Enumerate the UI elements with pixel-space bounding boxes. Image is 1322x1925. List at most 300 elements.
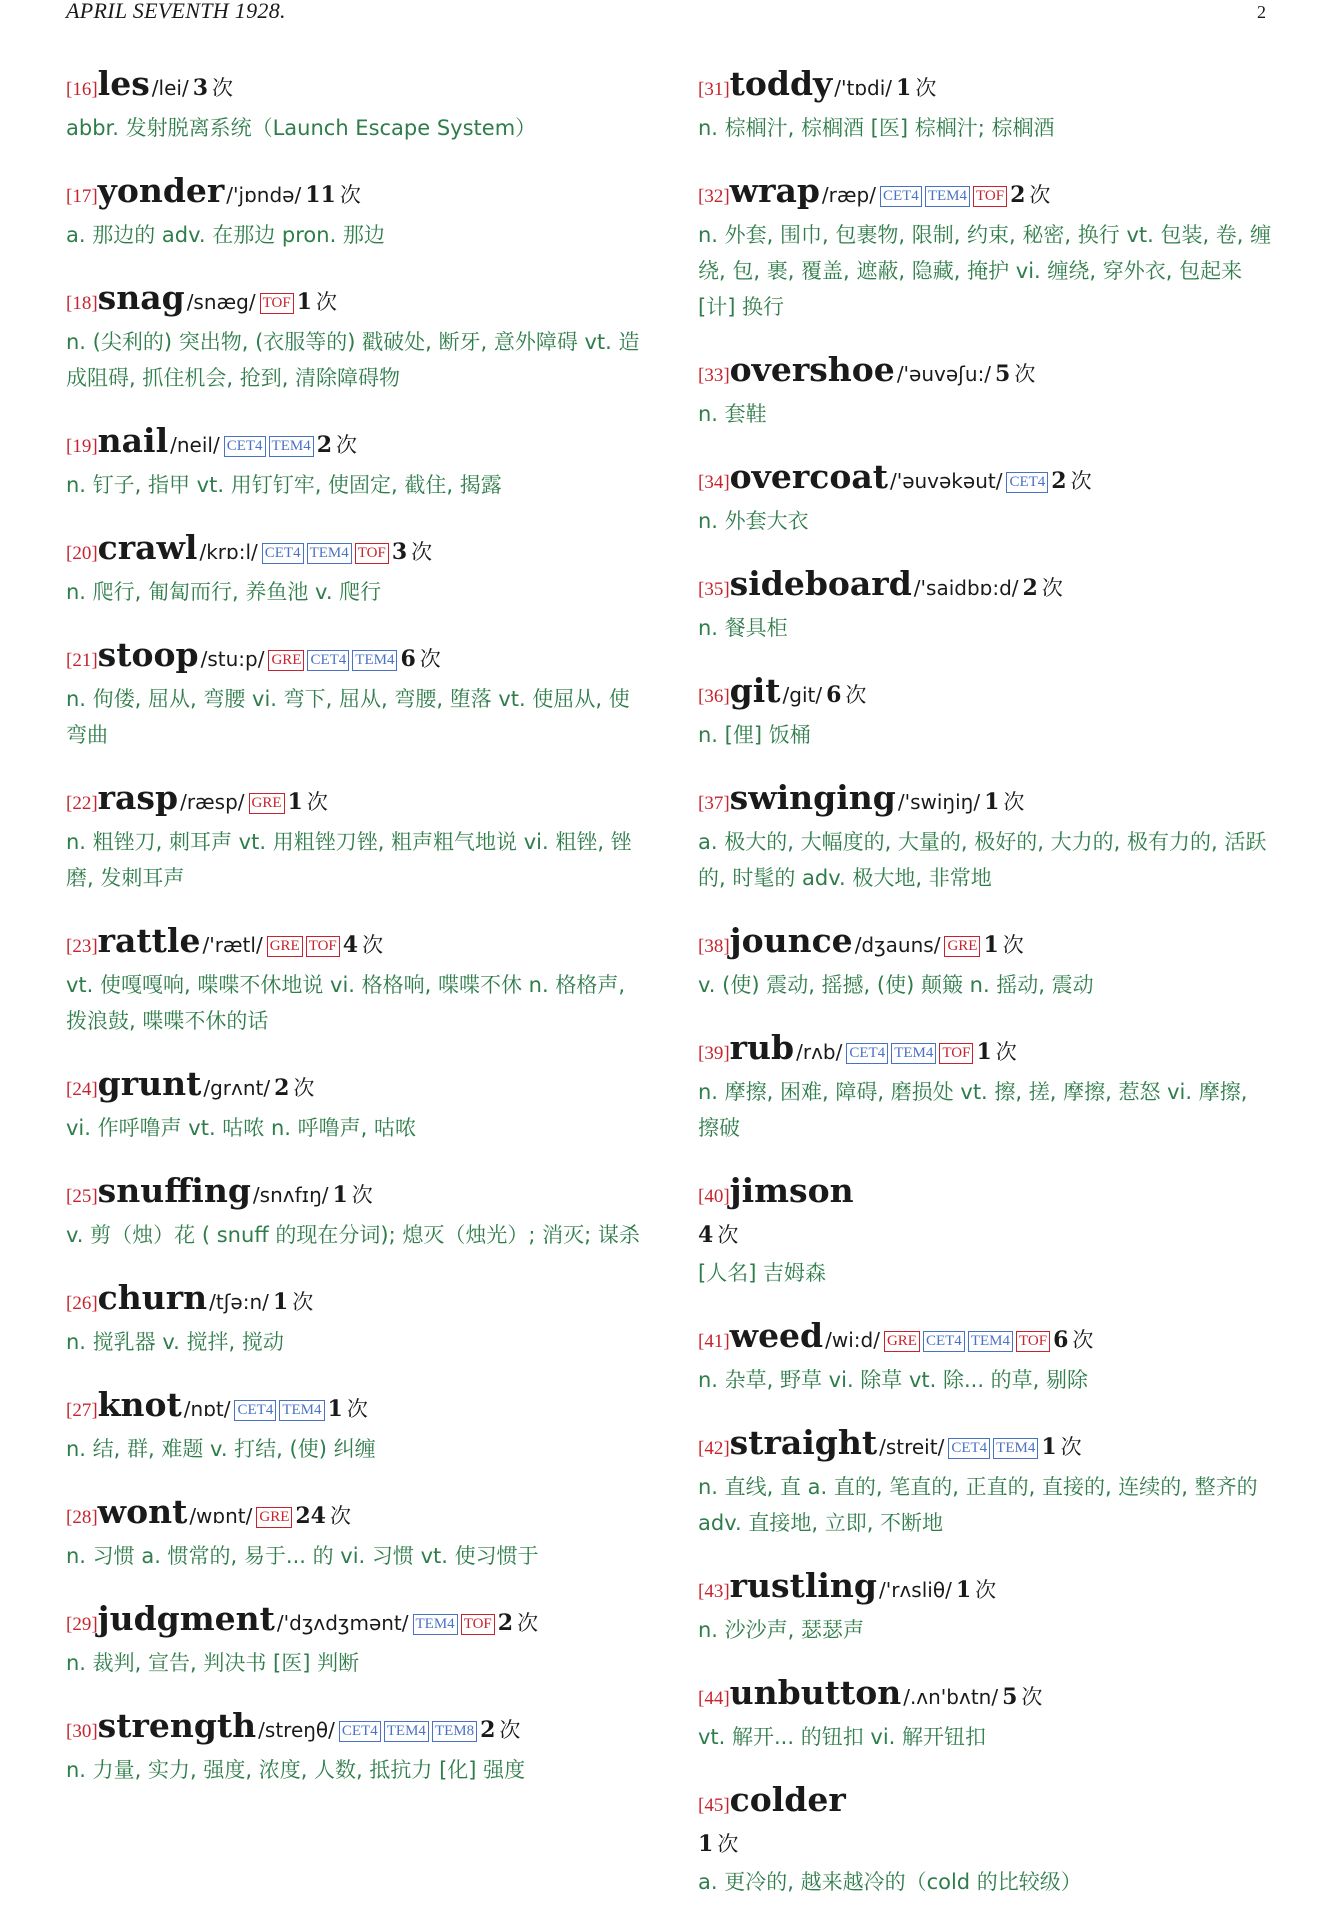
definition: n. 力量, 实力, 强度, 浓度, 人数, 抵抗力 [化] 强度: [66, 1758, 526, 1782]
exam-tag-gre: GRE: [249, 793, 285, 814]
vocab-entry: [698, 457, 1274, 539]
count-line: [698, 1826, 1274, 1864]
entry-headline: [66, 171, 642, 217]
definition: vt. 使嘎嘎响, 喋喋不休地说 vi. 格格响, 喋喋不休 n. 格格声, 拨浪鼓, 喋喋不休的话: [66, 973, 626, 1033]
headword: les: [97, 64, 150, 103]
phonetic: /neil/: [170, 433, 220, 457]
entry-headline: [66, 528, 642, 574]
occurrence-count: [497, 1610, 539, 1636]
count-unit: 次: [975, 1578, 997, 1602]
count-number: 2: [1022, 575, 1038, 601]
vocab-entry: [66, 1171, 642, 1253]
count-unit: 次: [915, 76, 937, 100]
entry-index: [25]: [66, 1186, 98, 1207]
occurrence-count: [826, 682, 867, 708]
phonetic: /'jɒndə/: [226, 183, 302, 207]
entry-headline: [66, 921, 642, 967]
count-number: 1: [1041, 1434, 1057, 1460]
exam-tag-gre: GRE: [267, 936, 303, 957]
count-line: [698, 1217, 1274, 1255]
entry-index: [22]: [66, 793, 98, 814]
phonetic: /ræsp/: [180, 790, 245, 814]
count-unit: 次: [1060, 1435, 1082, 1459]
phonetic: /lei/: [151, 76, 189, 100]
headword: rub: [729, 1028, 795, 1067]
count-number: 3: [391, 539, 408, 565]
definition: n. 外套, 围巾, 包裹物, 限制, 约束, 秘密, 换行 vt. 包装, 卷, 缠绕, 包, 裹, 覆盖, 遮蔽, 隐藏, 掩护 vi. 缠绕, 穿外衣, 包起来 [计] 换行: [698, 223, 1272, 319]
entry-index: [17]: [66, 186, 98, 207]
exam-tag-cet4: CET4: [262, 543, 304, 564]
vocab-entry: [66, 778, 642, 896]
exam-tag-cet4: CET4: [846, 1043, 888, 1064]
page-date: APRIL SEVENTH 1928.: [66, 0, 286, 23]
count-unit: 次: [845, 683, 867, 707]
vocab-entry: [698, 1566, 1274, 1648]
entry-headline: [698, 1316, 1274, 1362]
exam-tag-cet4: CET4: [307, 650, 349, 671]
count-unit: 次: [995, 1040, 1017, 1064]
entry-index: [37]: [698, 793, 730, 814]
definition: n. 爬行, 匍匐而行, 养鱼池 v. 爬行: [66, 580, 382, 604]
headword: snag: [97, 278, 185, 317]
exam-tag-cet4: CET4: [339, 1721, 381, 1742]
vocab-entry: [66, 1385, 642, 1467]
count-number: 1: [984, 789, 1000, 815]
entry-headline: [698, 64, 1274, 110]
exam-tag-gre: GRE: [944, 936, 980, 957]
phonetic: /stu:p/: [200, 647, 265, 671]
headword: overcoat: [729, 457, 888, 496]
phonetic: /nɒt/: [183, 1397, 231, 1421]
entry-index: [19]: [66, 436, 98, 457]
entry-index: [28]: [66, 1507, 98, 1528]
headword: toddy: [729, 64, 833, 103]
exam-tag-tem4: TEM4: [993, 1438, 1038, 1459]
entry-index: [33]: [698, 365, 730, 386]
entry-headline: [66, 635, 642, 681]
occurrence-count: [1022, 575, 1063, 601]
definition: n. 杂草, 野草 vi. 除草 vt. 除... 的草, 剔除: [698, 1368, 1089, 1392]
entry-headline: [698, 671, 1274, 717]
exam-tag-tem4: TEM4: [891, 1043, 936, 1064]
count-number: 4: [698, 1222, 714, 1248]
occurrence-count: [1053, 1327, 1094, 1353]
entry-index: [39]: [698, 1043, 730, 1064]
count-unit: 次: [351, 1183, 373, 1207]
entry-headline: [698, 1423, 1274, 1469]
entry-index: [45]: [698, 1795, 730, 1816]
phonetic: /wi:d/: [825, 1328, 880, 1352]
exam-tag-tem4: TEM4: [925, 186, 970, 207]
occurrence-count: [480, 1717, 521, 1743]
occurrence-count: [1010, 182, 1051, 208]
phonetic: /'rʌsliθ/: [879, 1578, 952, 1602]
entry-index: [40]: [698, 1186, 730, 1207]
headword: crawl: [97, 528, 198, 567]
count-number: 1: [287, 789, 303, 815]
occurrence-count: [342, 932, 384, 958]
definition: n. 钉子, 指甲 vt. 用钉钉牢, 使固定, 截住, 揭露: [66, 473, 502, 497]
definition: v. 剪（烛）花 ( snuff 的现在分词); 熄灭（烛光）; 消灭; 谋杀: [66, 1223, 640, 1247]
count-number: 2: [274, 1075, 290, 1101]
entry-headline: [698, 1566, 1274, 1612]
count-unit: 次: [1021, 1685, 1043, 1709]
count-unit: 次: [362, 933, 384, 957]
phonetic: /'swiŋiŋ/: [897, 790, 981, 814]
vocab-entry: [698, 778, 1274, 896]
occurrence-count: [332, 1182, 373, 1208]
occurrence-count: [274, 1075, 315, 1101]
entry-index: [23]: [66, 936, 98, 957]
count-unit: 次: [339, 183, 361, 207]
definition: n. 外套大衣: [698, 509, 809, 533]
exam-tag-cet4: CET4: [923, 1331, 965, 1352]
phonetic: /grʌnt/: [203, 1076, 271, 1100]
entry-headline: [698, 171, 1274, 217]
vocab-entry: [66, 171, 642, 253]
headword: churn: [97, 1278, 208, 1317]
count-number: 5: [1002, 1684, 1018, 1710]
count-unit: 次: [329, 1504, 351, 1528]
count-unit: 次: [212, 76, 233, 100]
phonetic: /streŋθ/: [258, 1718, 335, 1742]
exam-tag-cet4: CET4: [234, 1400, 276, 1421]
exam-tag-tem4: TEM4: [968, 1331, 1013, 1352]
occurrence-count: [272, 1289, 314, 1315]
exam-tag-tem4: TEM4: [307, 543, 352, 564]
right-column: [698, 64, 1274, 1925]
definition: n. 结, 群, 难题 v. 打结, (使) 纠缠: [66, 1437, 376, 1461]
occurrence-count: [192, 75, 233, 101]
definition: n. 粗锉刀, 刺耳声 vt. 用粗锉刀锉, 粗声粗气地说 vi. 粗锉, 锉磨, 发刺耳声: [66, 830, 632, 890]
entry-index: [24]: [66, 1079, 98, 1100]
definition: n. 搅乳器 v. 搅拌, 搅动: [66, 1330, 284, 1354]
count-number: 1: [272, 1289, 289, 1315]
occurrence-count: [698, 1222, 739, 1248]
entry-headline: [66, 1064, 642, 1110]
entry-headline: [698, 1673, 1274, 1719]
headword: rustling: [729, 1566, 877, 1605]
headword: jounce: [729, 921, 853, 960]
exam-tag-cet4: CET4: [948, 1438, 990, 1459]
definition: n. 沙沙声, 瑟瑟声: [698, 1618, 865, 1642]
phonetic: /tʃə:n/: [209, 1290, 269, 1314]
count-number: 2: [316, 432, 333, 458]
phonetic: /krɒ:l/: [199, 540, 258, 564]
vocab-entry: [698, 350, 1274, 432]
count-number: 1: [976, 1039, 992, 1065]
headword: yonder: [97, 171, 225, 210]
definition: a. 更冷的, 越来越冷的（cold 的比较级）: [698, 1870, 1082, 1894]
entry-headline: [66, 1171, 642, 1217]
entry-index: [43]: [698, 1581, 730, 1602]
phonetic: /wɒnt/: [189, 1504, 253, 1528]
phonetic: /snʌfɪŋ/: [252, 1183, 329, 1207]
occurrence-count: [995, 361, 1036, 387]
headword: jimson: [729, 1171, 854, 1210]
vocab-entry: [66, 528, 642, 610]
headword: stoop: [97, 635, 199, 674]
exam-tag-tof: TOF: [939, 1043, 973, 1064]
count-unit: 次: [306, 790, 328, 814]
occurrence-count: [316, 432, 358, 458]
definition: [人名] 吉姆森: [698, 1261, 827, 1285]
definition: n. (尖利的) 突出物, (衣服等的) 戳破处, 断牙, 意外障碍 vt. 造成阻碍, 抓住机会, 抢到, 清除障碍物: [66, 330, 640, 390]
definition: abbr. 发射脱离系统（Launch Escape System）: [66, 116, 537, 140]
definition: n. 餐具柜: [698, 616, 788, 640]
entry-index: [31]: [698, 79, 730, 100]
vocab-entry: [698, 564, 1274, 646]
occurrence-count: [305, 182, 361, 208]
count-unit: 次: [419, 647, 441, 671]
headword: rattle: [97, 921, 201, 960]
exam-tag-cet4: CET4: [224, 436, 266, 457]
headword: wrap: [729, 171, 820, 210]
entry-headline: [698, 921, 1274, 967]
count-unit: 次: [411, 540, 433, 564]
page-number: 2: [1257, 2, 1266, 22]
occurrence-count: [287, 789, 328, 815]
entry-index: [34]: [698, 472, 730, 493]
vocab-entry: [66, 278, 642, 396]
count-number: 6: [1053, 1327, 1069, 1353]
page-header: [66, 0, 1266, 30]
count-unit: 次: [1029, 183, 1051, 207]
occurrence-count: [295, 1503, 351, 1529]
count-unit: 次: [1002, 933, 1024, 957]
entry-headline: [66, 778, 642, 824]
headword: judgment: [97, 1599, 275, 1638]
entry-index: [41]: [698, 1331, 730, 1352]
occurrence-count: [955, 1577, 997, 1603]
entry-headline: [66, 1599, 642, 1645]
count-number: 1: [698, 1831, 714, 1857]
occurrence-count: [984, 789, 1025, 815]
exam-tag-tem4: TEM4: [279, 1400, 324, 1421]
entry-headline: [698, 778, 1274, 824]
vocab-entry: [698, 1028, 1274, 1146]
headword: overshoe: [729, 350, 895, 389]
occurrence-count: [1051, 468, 1092, 494]
exam-tag-tof: TOF: [355, 543, 389, 564]
count-unit: 次: [315, 290, 337, 314]
count-unit: 次: [717, 1832, 739, 1856]
entry-index: [16]: [66, 79, 98, 100]
phonetic: /'əuvəkəut/: [889, 469, 1003, 493]
phonetic: /ræp/: [821, 183, 876, 207]
count-unit: 次: [1041, 576, 1063, 600]
count-number: 6: [826, 682, 842, 708]
entry-headline: [66, 1385, 642, 1431]
entry-index: [32]: [698, 186, 730, 207]
count-unit: 次: [293, 1076, 315, 1100]
exam-tag-gre: GRE: [268, 650, 304, 671]
entry-index: [36]: [698, 686, 730, 707]
headword: wont: [97, 1492, 188, 1531]
count-number: 1: [327, 1396, 343, 1422]
entry-index: [26]: [66, 1293, 98, 1314]
count-unit: 次: [336, 433, 358, 457]
exam-tag-cet4: CET4: [1006, 472, 1048, 493]
count-unit: 次: [292, 1290, 314, 1314]
entry-headline: [66, 1492, 642, 1538]
definition: v. (使) 震动, 摇撼, (使) 颠簸 n. 摇动, 震动: [698, 973, 1094, 997]
headword: grunt: [97, 1064, 202, 1103]
vocab-entry: [66, 1706, 642, 1788]
headword: rasp: [97, 778, 179, 817]
count-number: 6: [400, 646, 416, 672]
count-unit: 次: [1072, 1328, 1094, 1352]
left-column: [66, 64, 642, 1813]
headword: snuffing: [97, 1171, 251, 1210]
exam-tag-cet4: CET4: [880, 186, 922, 207]
vocab-entry: [698, 1171, 1274, 1291]
exam-tag-tem4: TEM4: [269, 436, 314, 457]
count-number: 1: [955, 1577, 972, 1603]
exam-tag-tof: TOF: [306, 936, 340, 957]
occurrence-count: [896, 75, 937, 101]
count-unit: 次: [1003, 790, 1025, 814]
entry-headline: [66, 278, 642, 324]
definition: n. [俚] 饭桶: [698, 723, 811, 747]
vocab-entry: [66, 1599, 642, 1681]
definition: n. 套鞋: [698, 402, 767, 426]
entry-index: [20]: [66, 543, 98, 564]
phonetic: /'tɒdi/: [834, 76, 892, 100]
entry-index: [29]: [66, 1614, 98, 1635]
count-unit: 次: [1070, 469, 1092, 493]
occurrence-count: [1041, 1434, 1082, 1460]
count-unit: 次: [717, 1223, 739, 1247]
entry-index: [18]: [66, 293, 98, 314]
vocab-entry: [66, 421, 642, 503]
entry-headline: [66, 421, 642, 467]
definition: a. 极大的, 大幅度的, 大量的, 极好的, 大力的, 极有力的, 活跃的, 时髦的 adv. 极大地, 非常地: [698, 830, 1267, 890]
vocab-entry: [66, 921, 642, 1039]
phonetic: /streit/: [879, 1435, 945, 1459]
entry-headline: [698, 350, 1274, 396]
vocab-entry: [698, 1316, 1274, 1398]
phonetic: /snæg/: [186, 290, 256, 314]
entry-index: [38]: [698, 936, 730, 957]
count-number: 1: [896, 75, 912, 101]
definition: n. 裁判, 宣告, 判决书 [医] 判断: [66, 1651, 360, 1675]
phonetic: /dʒauns/: [854, 933, 941, 957]
definition: n. 佝偻, 屈从, 弯腰 vi. 弯下, 屈从, 弯腰, 堕落 vt. 使屈从, 使弯曲: [66, 687, 630, 747]
occurrence-count: [327, 1396, 368, 1422]
exam-tag-tof: TOF: [973, 186, 1007, 207]
exam-tag-tem4: TEM4: [384, 1721, 429, 1742]
occurrence-count: [391, 539, 433, 565]
definition: vt. 解开... 的钮扣 vi. 解开钮扣: [698, 1725, 987, 1749]
phonetic: /'rætl/: [202, 933, 263, 957]
entry-headline: [66, 1706, 642, 1752]
exam-tag-tof: TOF: [1016, 1331, 1050, 1352]
occurrence-count: [983, 932, 1024, 958]
count-number: 3: [192, 75, 208, 101]
vocab-entry: [698, 1780, 1274, 1900]
count-unit: 次: [346, 1397, 368, 1421]
exam-tag-tof: TOF: [461, 1614, 495, 1635]
headword: unbutton: [729, 1673, 902, 1712]
occurrence-count: [1002, 1684, 1043, 1710]
definition: n. 摩擦, 困难, 障碍, 磨损处 vt. 擦, 搓, 摩擦, 惹怒 vi. 摩擦, 擦破: [698, 1080, 1248, 1140]
phonetic: /'saidbɒ:d/: [913, 576, 1019, 600]
definition: a. 那边的 adv. 在那边 pron. 那边: [66, 223, 385, 247]
phonetic: /'əuvəʃu:/: [896, 362, 992, 386]
vocab-entry: [698, 671, 1274, 753]
entry-headline: [698, 564, 1274, 610]
definition: n. 棕榈汁, 棕榈酒 [医] 棕榈汁; 棕榈酒: [698, 116, 1055, 140]
vocab-entry: [698, 1423, 1274, 1541]
vocab-entry: [66, 635, 642, 753]
exam-tag-gre: GRE: [256, 1507, 292, 1528]
phonetic: /.ʌn'bʌtn/: [903, 1685, 999, 1709]
vocab-entry: [698, 1673, 1274, 1755]
headword: weed: [729, 1316, 824, 1355]
vocab-entry: [66, 1278, 642, 1360]
phonetic: /rʌb/: [796, 1040, 843, 1064]
entry-headline: [66, 64, 642, 110]
count-number: 1: [983, 932, 999, 958]
count-unit: 次: [499, 1718, 521, 1742]
count-number: 5: [995, 361, 1011, 387]
count-number: 4: [342, 932, 359, 958]
exam-tag-tof: TOF: [260, 293, 294, 314]
entry-index: [44]: [698, 1688, 730, 1709]
occurrence-count: [976, 1039, 1017, 1065]
definition: n. 习惯 a. 惯常的, 易于... 的 vi. 习惯 vt. 使习惯于: [66, 1544, 539, 1568]
exam-tag-gre: GRE: [884, 1331, 920, 1352]
count-number: 2: [480, 1717, 496, 1743]
vocab-entry: [66, 1064, 642, 1146]
count-number: 24: [295, 1503, 326, 1529]
occurrence-count: [296, 289, 337, 315]
count-number: 1: [332, 1182, 348, 1208]
headword: knot: [97, 1385, 182, 1424]
headword: swinging: [729, 778, 896, 817]
headword: nail: [97, 421, 169, 460]
vocab-entry: [698, 921, 1274, 1003]
vocab-entry: [66, 64, 642, 146]
entry-index: [30]: [66, 1721, 98, 1742]
entry-index: [27]: [66, 1400, 98, 1421]
count-number: 11: [305, 182, 336, 208]
headword: straight: [729, 1423, 878, 1462]
count-number: 2: [1051, 468, 1067, 494]
vocab-entry: [698, 171, 1274, 325]
vocab-entry: [698, 64, 1274, 146]
count-number: 2: [497, 1610, 514, 1636]
occurrence-count: [698, 1831, 739, 1857]
headword: git: [729, 671, 781, 710]
entry-headline: [698, 457, 1274, 503]
exam-tag-tem4: TEM4: [413, 1614, 458, 1635]
entry-index: [42]: [698, 1438, 730, 1459]
entry-index: [35]: [698, 579, 730, 600]
occurrence-count: [400, 646, 441, 672]
definition: vi. 作呼噜声 vt. 咕哝 n. 呼噜声, 咕哝: [66, 1116, 416, 1140]
entry-headline: [698, 1780, 1274, 1826]
count-unit: 次: [517, 1611, 539, 1635]
count-number: 2: [1010, 182, 1026, 208]
exam-tag-tem4: TEM4: [352, 650, 397, 671]
definition: n. 直线, 直 a. 直的, 笔直的, 正直的, 直接的, 连续的, 整齐的 adv. 直接地, 立即, 不断地: [698, 1475, 1258, 1535]
phonetic: /'dʒʌdʒmənt/: [276, 1611, 409, 1635]
phonetic: /git/: [782, 683, 823, 707]
entry-headline: [66, 1278, 642, 1324]
headword: sideboard: [729, 564, 912, 603]
